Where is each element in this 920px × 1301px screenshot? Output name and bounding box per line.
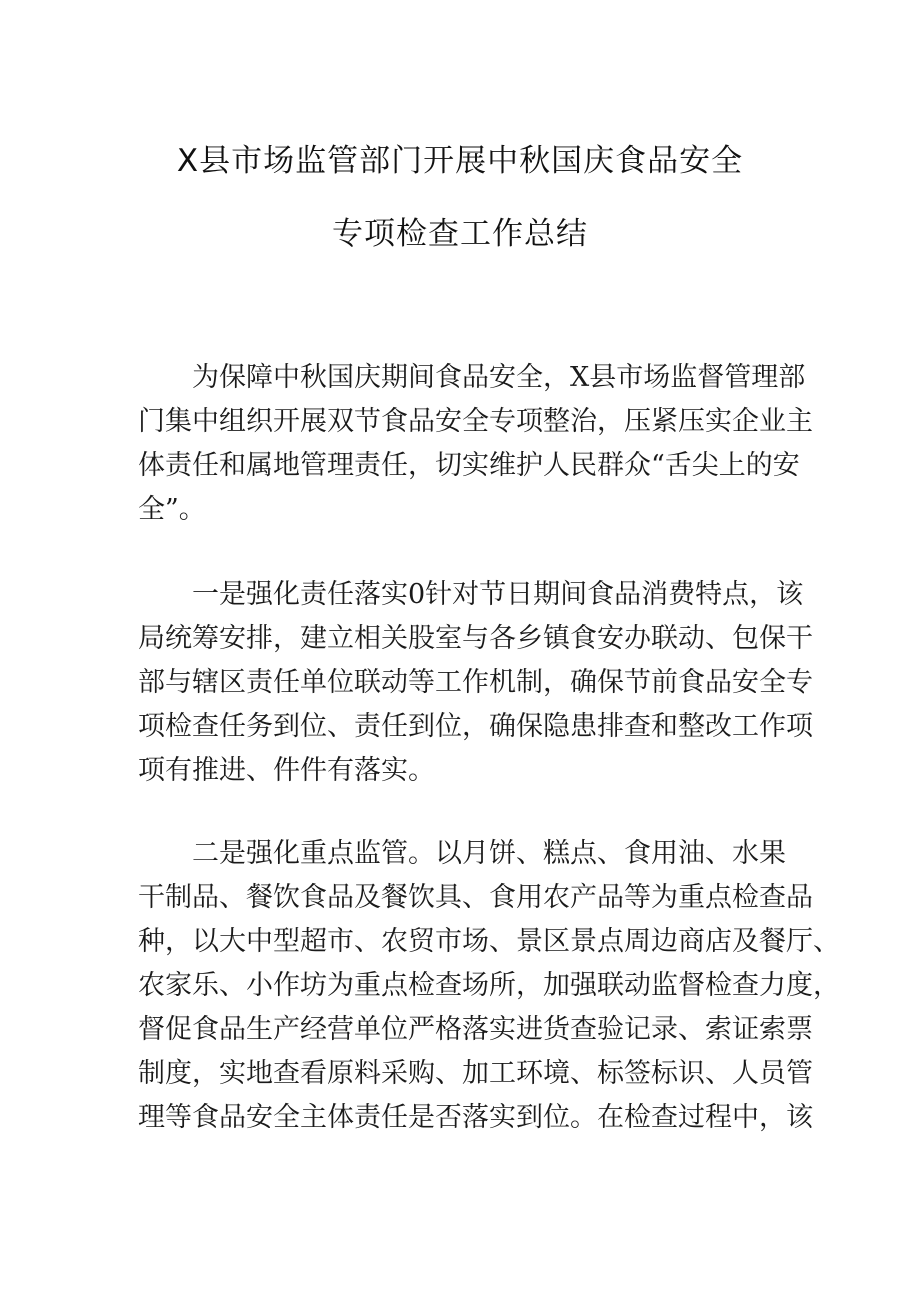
paragraph-responsibility — [138, 573, 813, 793]
paragraph-line: 局统筹安排，建立相关股室与各乡镇食安办联动、包保干 — [138, 623, 813, 654]
paragraph-line: 全”。 — [138, 494, 206, 525]
document-title-line-1: X县市场监管部门开展中秋国庆食品安全 — [176, 143, 744, 179]
paragraph-line: 制度，实地查看原料采购、加工环境、标签标识、人员管 — [138, 1058, 813, 1089]
paragraph-line: 种，以大中型超市、农贸市场、景区景点周边商店及餐厅、 — [138, 926, 840, 957]
paragraph-line: 门集中组织开展双节食品安全专项整治，压紧压实企业主 — [138, 406, 813, 437]
paragraph-line: 体责任和属地管理责任，切实维护人民群众“舌尖上的安 — [138, 450, 800, 481]
document-title-line-2: 专项检查工作总结 — [332, 216, 588, 252]
paragraph-line: 督促食品生产经营单位严格落实进货查验记录、索证索票 — [138, 1014, 813, 1045]
paragraph-intro — [138, 356, 813, 532]
paragraph-key-supervision — [138, 832, 840, 1140]
paragraph-line: 部与辖区责任单位联动等工作机制，确保节前食品安全专 — [138, 667, 813, 698]
paragraph-line: 二是强化重点监管。以月饼、糕点、食用油、水果 — [192, 838, 786, 869]
paragraph-line: 项检查任务到位、责任到位，确保隐患排查和整改工作项 — [138, 711, 813, 742]
paragraph-line: 农家乐、小作坊为重点检查场所，加强联动监督检查力度， — [138, 970, 840, 1001]
paragraph-line: 为保障中秋国庆期间食品安全，X县市场监督管理部 — [192, 362, 806, 393]
paragraph-line: 一是强化责任落实0针对节日期间食品消费特点，该 — [192, 579, 804, 610]
paragraph-line: 项有推进、件件有落实。 — [138, 755, 435, 786]
paragraph-line: 理等食品安全主体责任是否落实到位。在检查过程中，该 — [138, 1102, 813, 1133]
paragraph-line: 干制品、餐饮食品及餐饮具、食用农产品等为重点检查品 — [138, 882, 813, 913]
